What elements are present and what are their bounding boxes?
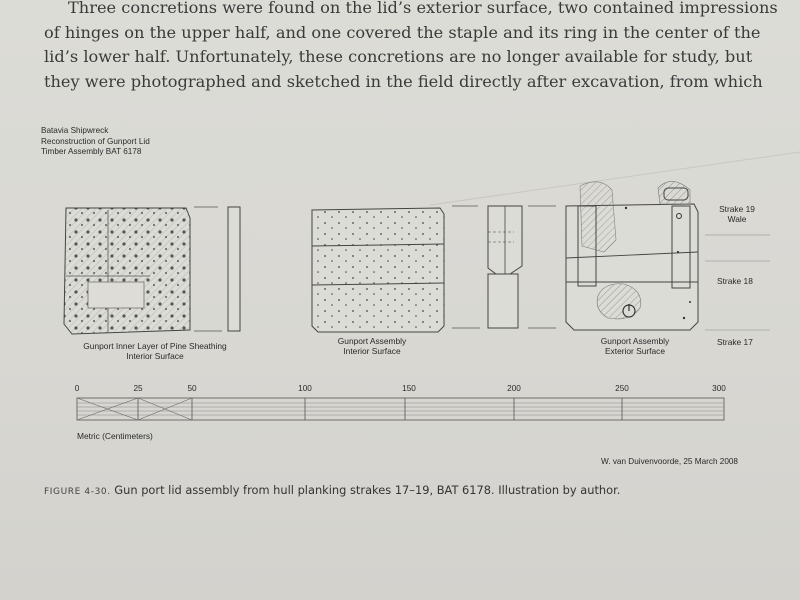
body-line: Three concretions were found on the lid’s exterior surface, two contained impressions (68, 0, 778, 17)
body-line: lid’s lower half. Unfortunately, these concretions are no longer available for study, but (44, 47, 753, 67)
view-label-line: Gunport Assembly (600, 336, 670, 346)
wale-text: Wale (727, 214, 747, 224)
paper-fold-line (430, 152, 800, 205)
assembly-interior-label (338, 336, 406, 356)
assembly-exterior-view (566, 181, 698, 330)
inner-layer-label (83, 341, 226, 361)
scale-tick-label: 300 (712, 384, 726, 393)
figure-title-line: Timber Assembly BAT 6178 (41, 147, 142, 157)
scale-tick-label: 0 (74, 384, 80, 393)
scale-tick-label: 150 (402, 384, 416, 393)
view-label-line: Gunport Assembly (337, 336, 407, 346)
view-label-line: Exterior Surface (604, 346, 666, 356)
body-line: they were photographed and sketched in the field directly after excavation, from which (44, 71, 763, 91)
strake-17-label: Strake 17 (717, 337, 753, 347)
scale-tick-label: 25 (133, 384, 143, 393)
assembly-exterior-label (601, 336, 669, 356)
scale-tick-label: 100 (298, 384, 312, 393)
figure-number: FIGURE 4-30. (44, 487, 111, 497)
strake-19-label (719, 204, 755, 224)
figure-caption (44, 483, 620, 497)
figure-title-line: Reconstruction of Gunport Lid (41, 136, 150, 146)
scale-tick-label: 250 (615, 384, 629, 393)
caption-text: Gun port lid assembly from hull planking strakes 17–19, BAT 6178. Illustration by author. (110, 483, 621, 497)
strake-19-text: Strake 19 (719, 204, 755, 214)
illustration-credit: W. van Duivenvoorde, 25 March 2008 (601, 457, 738, 466)
view-label-line: Interior Surface (126, 351, 184, 361)
assembly-interior-view (312, 206, 556, 332)
inner-layer-view (64, 207, 240, 334)
scale-tick-label: 50 (187, 384, 197, 393)
view-label-line: Interior Surface (343, 346, 401, 356)
view-label-line: Gunport Inner Layer of Pine Sheathing (83, 341, 227, 351)
strake-18-label: Strake 18 (717, 276, 753, 286)
scale-tick-label: 200 (507, 384, 521, 393)
scale-units-label: Metric (Centimeters) (77, 431, 153, 441)
figure-title-line: Batavia Shipwreck (41, 126, 109, 135)
scale-bar (77, 398, 724, 420)
body-line: of hinges on the upper half, and one covered the staple and its ring in the center of the (44, 22, 761, 42)
